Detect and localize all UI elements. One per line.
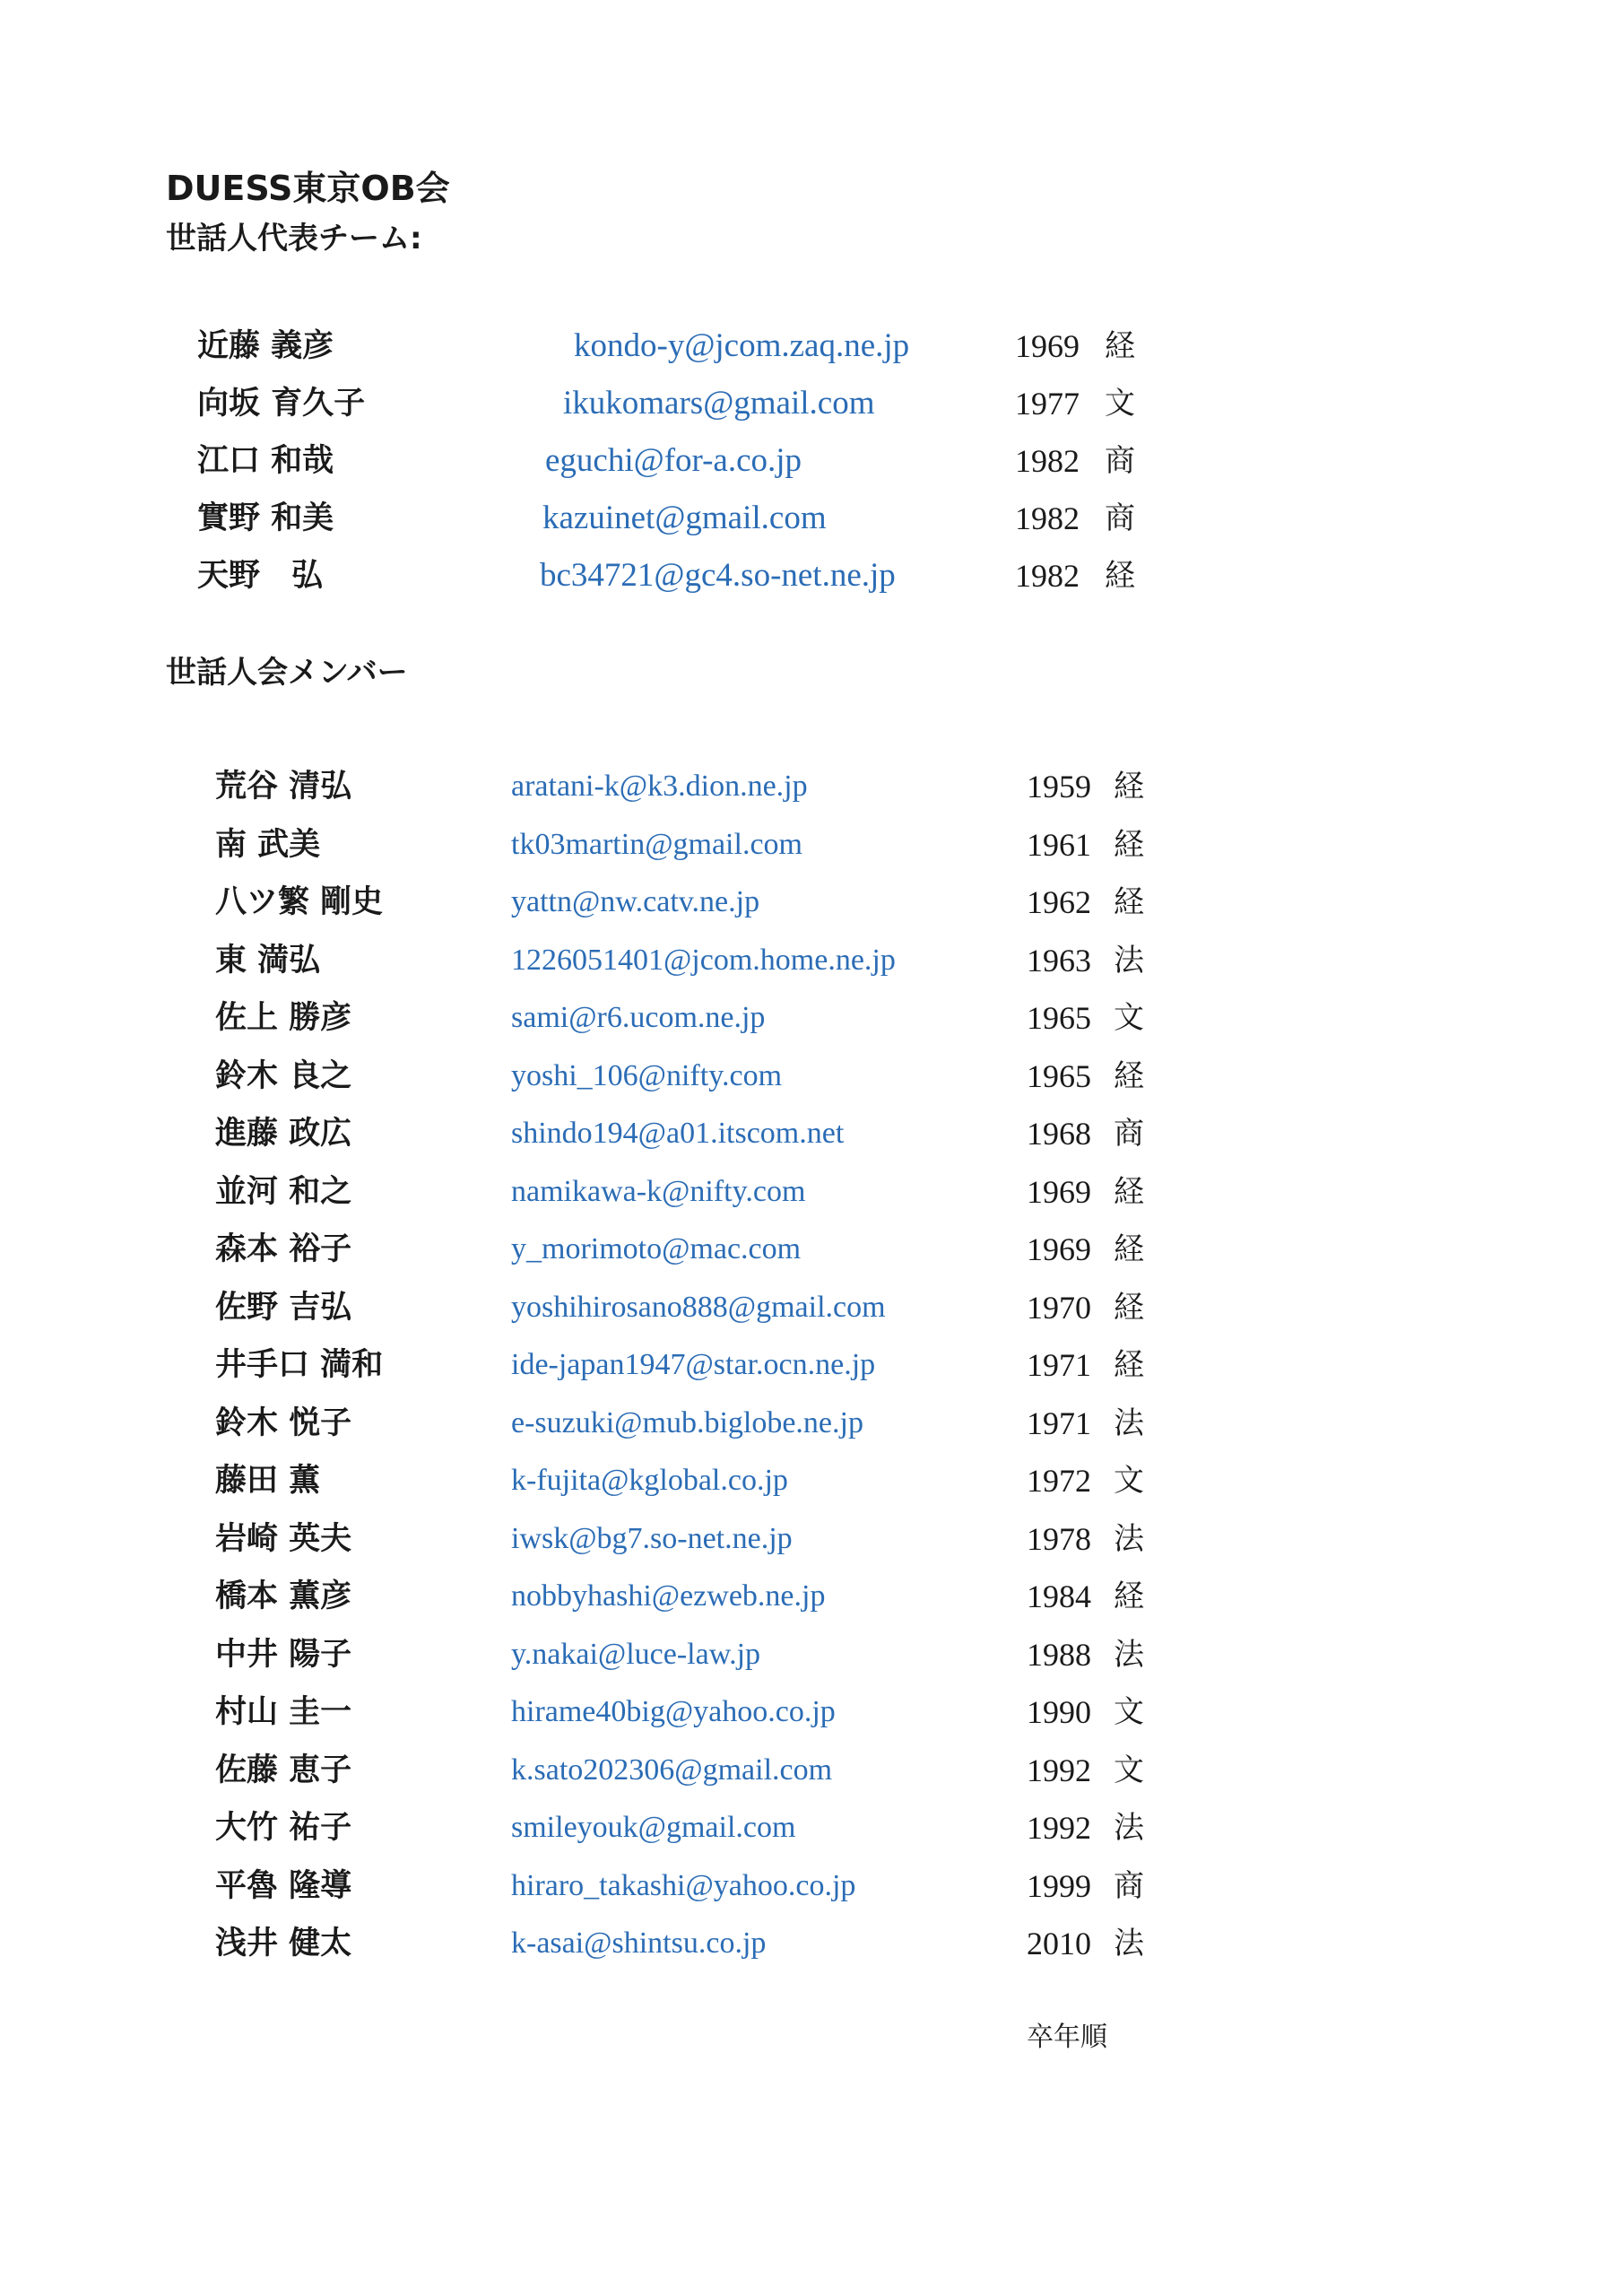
- faculty: 法: [1114, 1926, 1144, 1961]
- email-link[interactable]: nobbyhashi@ezweb.ne.jp: [511, 1579, 826, 1613]
- person-name: 平魯 隆導: [215, 1867, 352, 1904]
- email-link[interactable]: y.nakai@luce-law.jp: [511, 1637, 761, 1671]
- graduation-year: 1992: [1027, 1810, 1091, 1846]
- graduation-year: 1977: [1015, 386, 1080, 422]
- member-row: [0, 1222, 1622, 1276]
- member-row: [0, 1512, 1622, 1566]
- faculty: 文: [1114, 1694, 1144, 1730]
- faculty: 経: [1105, 558, 1135, 594]
- faculty: 法: [1114, 942, 1144, 978]
- faculty: 文: [1114, 1752, 1144, 1788]
- person-name: 大竹 祐子: [215, 1810, 352, 1846]
- email-link[interactable]: ide-japan1947@star.ocn.ne.jp: [511, 1348, 876, 1381]
- person-name: 南 武美: [215, 826, 321, 863]
- faculty: 経: [1105, 328, 1135, 364]
- faculty: 経: [1114, 1173, 1144, 1210]
- faculty: 法: [1114, 1636, 1144, 1673]
- email-link[interactable]: hiraro_takashi@yahoo.co.jp: [511, 1868, 856, 1902]
- faculty: 商: [1105, 443, 1135, 479]
- faculty: 法: [1114, 1405, 1144, 1441]
- person-name: 進藤 政広: [215, 1116, 352, 1152]
- email-link[interactable]: k-fujita@kglobal.co.jp: [511, 1464, 788, 1497]
- graduation-year: 1970: [1027, 1289, 1091, 1326]
- person-name: 村山 圭一: [215, 1694, 352, 1730]
- faculty: 経: [1114, 1347, 1144, 1383]
- graduation-year: 1969: [1027, 1231, 1091, 1267]
- member-row: [0, 1801, 1622, 1855]
- graduation-year: 1988: [1027, 1636, 1091, 1673]
- member-row: [0, 1165, 1622, 1219]
- members-heading: 世話人会メンバー: [166, 655, 408, 691]
- graduation-year: 1992: [1027, 1752, 1091, 1788]
- graduation-year: 1999: [1027, 1867, 1091, 1904]
- email-link[interactable]: y_morimoto@mac.com: [511, 1232, 802, 1265]
- email-link[interactable]: hirame40big@yahoo.co.jp: [511, 1695, 836, 1728]
- member-row: [0, 934, 1622, 987]
- person-name: 向坂 育久子: [197, 386, 366, 422]
- graduation-year: 1968: [1027, 1116, 1091, 1152]
- graduation-year: 1965: [1027, 1000, 1091, 1036]
- email-link[interactable]: aratani-k@k3.dion.ne.jp: [511, 770, 808, 803]
- member-row: [0, 991, 1622, 1045]
- faculty: 商: [1105, 500, 1135, 536]
- graduation-year: 1982: [1015, 443, 1080, 479]
- person-name: 岩崎 英夫: [215, 1520, 352, 1557]
- faculty: 商: [1114, 1867, 1144, 1904]
- faculty: 文: [1105, 386, 1135, 422]
- email-link[interactable]: yattn@nw.catv.ne.jp: [511, 885, 760, 918]
- member-row: [0, 1744, 1622, 1797]
- member-row: [0, 875, 1622, 929]
- member-row: [0, 1859, 1622, 1913]
- member-row: [0, 1107, 1622, 1161]
- person-name: 江口 和哉: [197, 443, 334, 479]
- email-link[interactable]: ikukomars@gmail.com: [563, 385, 875, 422]
- faculty: 法: [1114, 1520, 1144, 1557]
- graduation-year: 1963: [1027, 942, 1091, 978]
- person-name: 佐藤 恵子: [215, 1752, 352, 1788]
- member-row: [0, 1338, 1622, 1392]
- member-row: [0, 1396, 1622, 1450]
- member-row: [0, 760, 1622, 813]
- email-link[interactable]: kondo-y@jcom.zaq.ne.jp: [574, 327, 910, 364]
- member-row: [0, 1454, 1622, 1508]
- email-link[interactable]: k.sato202306@gmail.com: [511, 1752, 833, 1787]
- representative-row: [0, 319, 1622, 373]
- email-link[interactable]: e-suzuki@mub.biglobe.ne.jp: [511, 1405, 863, 1439]
- graduation-year: 1971: [1027, 1347, 1091, 1383]
- email-link[interactable]: namikawa-k@nifty.com: [511, 1174, 806, 1208]
- graduation-year: 1959: [1027, 769, 1091, 804]
- faculty: 文: [1114, 1463, 1144, 1499]
- person-name: 浅井 健太: [215, 1926, 352, 1961]
- person-name: 橋本 薫彦: [215, 1578, 352, 1614]
- representative-row: [0, 434, 1622, 488]
- person-name: 佐野 吉弘: [215, 1289, 352, 1326]
- email-link[interactable]: smileyouk@gmail.com: [511, 1811, 796, 1844]
- faculty: 経: [1114, 1057, 1144, 1094]
- faculty: 経: [1114, 769, 1144, 804]
- graduation-year: 1961: [1027, 826, 1091, 863]
- email-link[interactable]: sami@r6.ucom.ne.jp: [511, 1001, 766, 1034]
- graduation-year: 1971: [1027, 1405, 1091, 1441]
- person-name: 佐上 勝彦: [215, 1000, 352, 1036]
- person-name: 鈴木 良之: [215, 1057, 352, 1094]
- email-link[interactable]: kazuinet@gmail.com: [542, 500, 827, 536]
- person-name: 八ツ繁 剛史: [215, 884, 384, 920]
- faculty: 経: [1114, 1231, 1144, 1267]
- representative-row: [0, 491, 1622, 545]
- person-name: 近藤 義彦: [197, 328, 334, 364]
- person-name: 並河 和之: [215, 1173, 352, 1210]
- graduation-year: 1982: [1015, 558, 1080, 594]
- faculty: 経: [1114, 884, 1144, 920]
- page-title: DUESS東京OB会: [166, 169, 450, 208]
- person-name: 實野 和美: [197, 500, 334, 536]
- email-link[interactable]: yoshihirosano888@gmail.com: [511, 1290, 886, 1324]
- email-link[interactable]: tk03martin@gmail.com: [511, 827, 802, 861]
- email-link[interactable]: 1226051401@jcom.home.ne.jp: [511, 943, 896, 977]
- graduation-year: 1962: [1027, 884, 1091, 920]
- faculty: 経: [1114, 1578, 1144, 1614]
- member-row: [0, 1281, 1622, 1335]
- email-link[interactable]: eguchi@for-a.co.jp: [545, 442, 802, 479]
- person-name: 天野 弘: [197, 558, 324, 594]
- representative-row: [0, 377, 1622, 430]
- email-link[interactable]: shindo194@a01.itscom.net: [511, 1117, 845, 1150]
- member-row: [0, 1685, 1622, 1739]
- graduation-year: 1969: [1027, 1173, 1091, 1210]
- email-link[interactable]: bc34721@gc4.so-net.ne.jp: [540, 557, 896, 594]
- person-name: 森本 裕子: [215, 1231, 352, 1267]
- member-row: [0, 818, 1622, 872]
- graduation-year: 1969: [1015, 328, 1080, 364]
- person-name: 井手口 満和: [215, 1347, 384, 1383]
- graduation-year: 1965: [1027, 1057, 1091, 1094]
- member-row: [0, 1917, 1622, 1970]
- email-link[interactable]: k-asai@shintsu.co.jp: [511, 1926, 767, 1960]
- person-name: 中井 陽子: [215, 1636, 352, 1673]
- graduation-year: 1984: [1027, 1578, 1091, 1614]
- person-name: 東 満弘: [215, 942, 321, 978]
- faculty: 経: [1114, 1289, 1144, 1326]
- graduation-year: 2010: [1027, 1926, 1091, 1961]
- graduation-year: 1982: [1015, 500, 1080, 536]
- graduation-year: 1972: [1027, 1463, 1091, 1499]
- graduation-year: 1978: [1027, 1520, 1091, 1557]
- person-name: 藤田 薫: [215, 1463, 321, 1499]
- graduation-year: 1990: [1027, 1694, 1091, 1730]
- person-name: 荒谷 清弘: [215, 769, 352, 804]
- representative-row: [0, 549, 1622, 603]
- person-name: 鈴木 悦子: [215, 1405, 352, 1441]
- member-row: [0, 1570, 1622, 1623]
- member-row: [0, 1628, 1622, 1682]
- faculty: 経: [1114, 826, 1144, 863]
- faculty: 法: [1114, 1810, 1144, 1846]
- email-link[interactable]: iwsk@bg7.so-net.ne.jp: [511, 1521, 793, 1555]
- faculty: 商: [1114, 1116, 1144, 1152]
- representatives-heading: 世話人代表チーム:: [166, 221, 422, 257]
- member-row: [0, 1049, 1622, 1103]
- sort-order-note: 卒年順: [1027, 2022, 1107, 2053]
- faculty: 文: [1114, 1000, 1144, 1036]
- email-link[interactable]: yoshi_106@nifty.com: [511, 1058, 783, 1092]
